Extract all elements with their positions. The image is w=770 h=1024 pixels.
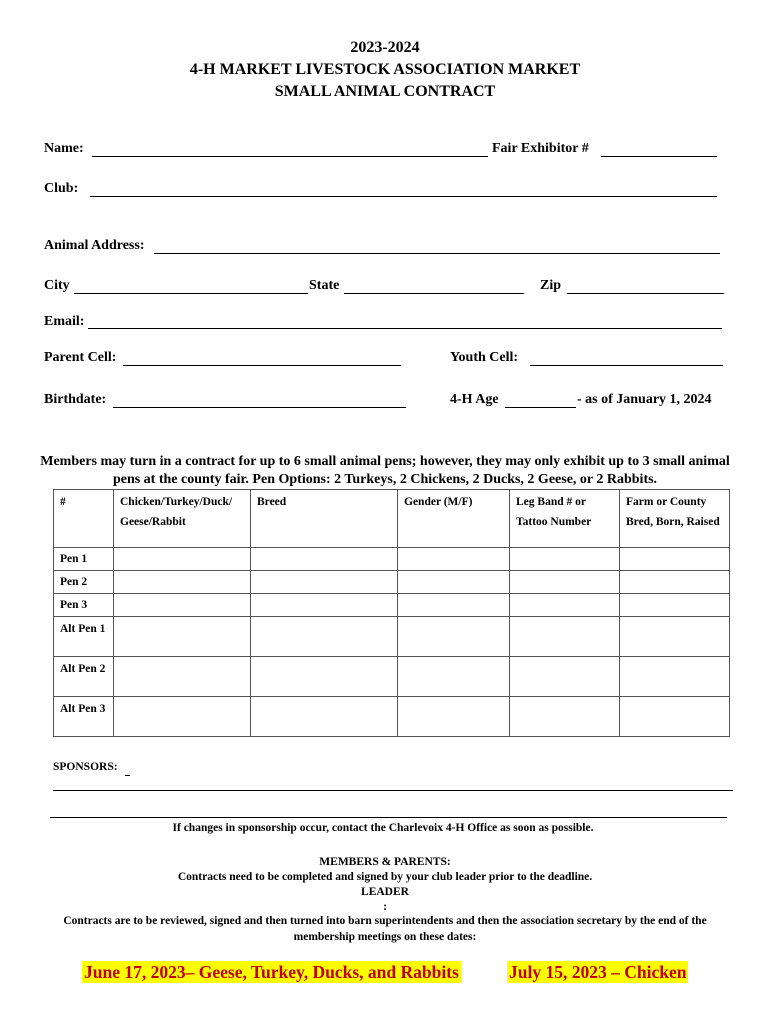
breed-cell[interactable] <box>251 697 398 737</box>
parent-cell-label: Parent Cell: <box>44 350 117 365</box>
col-number-header: # <box>54 490 114 548</box>
leader-text: Contracts are to be reviewed, signed and then turned into barn superintendents and then the association secretary by the end of the membership meetings on these dates: <box>63 915 707 943</box>
deadline-geese-turkey-ducks-rabbits: June 17, 2023– Geese, Turkey, Ducks, and Rabbits <box>84 962 459 982</box>
name-label: Name: <box>44 141 84 156</box>
col-origin-header: Farm or County Bred, Born, Raised <box>620 490 730 548</box>
origin-cell[interactable] <box>620 657 730 697</box>
table-row <box>54 617 730 657</box>
sponsorship-note: If changes in sponsorship occur, contact the Charlevoix 4-H Office as soon as possible. <box>172 822 594 834</box>
row-label: Alt Pen 1 <box>54 617 114 657</box>
species-cell[interactable] <box>114 594 251 617</box>
leader-colon: : <box>383 901 387 913</box>
table-row <box>54 594 730 617</box>
breed-cell[interactable] <box>251 617 398 657</box>
breed-cell[interactable] <box>251 657 398 697</box>
club-label: Club: <box>44 181 79 196</box>
state-field[interactable] <box>344 293 524 294</box>
fair-exhibitor-label: Fair Exhibitor # <box>492 141 589 156</box>
gender-cell[interactable] <box>398 571 510 594</box>
sponsors-field-2[interactable] <box>50 817 727 818</box>
form-subtitle: SMALL ANIMAL CONTRACT <box>274 83 496 100</box>
row-label: Pen 1 <box>54 548 114 571</box>
col-breed-header: Breed <box>251 490 398 548</box>
legband-cell[interactable] <box>510 548 620 571</box>
leader-heading: LEADER <box>361 886 409 898</box>
name-field[interactable] <box>92 156 488 157</box>
col-species-header: Chicken/Turkey/Duck/ Geese/Rabbit <box>114 490 251 548</box>
breed-cell[interactable] <box>251 594 398 617</box>
form-year: 2023-2024 <box>350 39 420 56</box>
gender-cell[interactable] <box>398 657 510 697</box>
city-label: City <box>44 278 70 293</box>
table-row <box>54 657 730 697</box>
sponsors-field-1[interactable] <box>53 790 733 791</box>
row-label: Alt Pen 2 <box>54 657 114 697</box>
zip-label: Zip <box>540 278 562 293</box>
legband-cell[interactable] <box>510 594 620 617</box>
city-field[interactable] <box>74 293 308 294</box>
origin-cell[interactable] <box>620 571 730 594</box>
email-field[interactable] <box>88 328 722 329</box>
legband-cell[interactable] <box>510 657 620 697</box>
table-row <box>54 571 730 594</box>
origin-cell[interactable] <box>620 594 730 617</box>
animal-address-label: Animal Address: <box>44 238 145 253</box>
age-note: - as of January 1, 2024 <box>577 392 712 407</box>
sponsors-inline-line <box>125 775 130 776</box>
species-cell[interactable] <box>114 657 251 697</box>
col-legband-header: Leg Band # or Tattoo Number <box>510 490 620 548</box>
row-label: Pen 3 <box>54 594 114 617</box>
species-cell[interactable] <box>114 571 251 594</box>
birthdate-label: Birthdate: <box>44 392 107 407</box>
zip-field[interactable] <box>567 293 724 294</box>
table-header-row <box>54 490 730 548</box>
pen-instructions: Members may turn in a contract for up to 6 small animal pens; however, they may only exhibit up to 3 small animal pens at the county fair. Pen Options: 2 Turkeys, 2 Chickens, 2 Ducks, 2 Geese, or 2 Rabbits. <box>40 454 730 487</box>
origin-cell[interactable] <box>620 548 730 571</box>
gender-cell[interactable] <box>398 697 510 737</box>
animal-address-field[interactable] <box>154 253 720 254</box>
age-field[interactable] <box>505 407 576 408</box>
email-label: Email: <box>44 314 85 329</box>
breed-cell[interactable] <box>251 548 398 571</box>
row-label: Pen 2 <box>54 571 114 594</box>
age-label: 4-H Age <box>450 392 499 407</box>
row-label: Alt Pen 3 <box>54 697 114 737</box>
species-cell[interactable] <box>114 697 251 737</box>
col-gender-header: Gender (M/F) <box>398 490 510 548</box>
form-title: 4-H MARKET LIVESTOCK ASSOCIATION MARKET <box>189 61 581 78</box>
pens-table <box>53 489 730 737</box>
legband-cell[interactable] <box>510 571 620 594</box>
table-row <box>54 697 730 737</box>
legband-cell[interactable] <box>510 697 620 737</box>
breed-cell[interactable] <box>251 571 398 594</box>
gender-cell[interactable] <box>398 548 510 571</box>
state-label: State <box>309 278 340 293</box>
gender-cell[interactable] <box>398 594 510 617</box>
deadline-chicken: July 15, 2023 – Chicken <box>509 962 687 982</box>
fair-exhibitor-field[interactable] <box>601 156 717 157</box>
origin-cell[interactable] <box>620 697 730 737</box>
birthdate-field[interactable] <box>113 407 406 408</box>
sponsors-label: SPONSORS: <box>53 761 118 773</box>
youth-cell-field[interactable] <box>530 365 723 366</box>
youth-cell-label: Youth Cell: <box>450 350 519 365</box>
gender-cell[interactable] <box>398 617 510 657</box>
species-cell[interactable] <box>114 617 251 657</box>
origin-cell[interactable] <box>620 617 730 657</box>
club-field[interactable] <box>90 196 717 197</box>
table-row <box>54 548 730 571</box>
parent-cell-field[interactable] <box>123 365 401 366</box>
legband-cell[interactable] <box>510 617 620 657</box>
species-cell[interactable] <box>114 548 251 571</box>
members-text: Contracts need to be completed and signed by your club leader prior to the deadline. <box>177 871 593 883</box>
members-heading: MEMBERS & PARENTS: <box>319 856 451 868</box>
